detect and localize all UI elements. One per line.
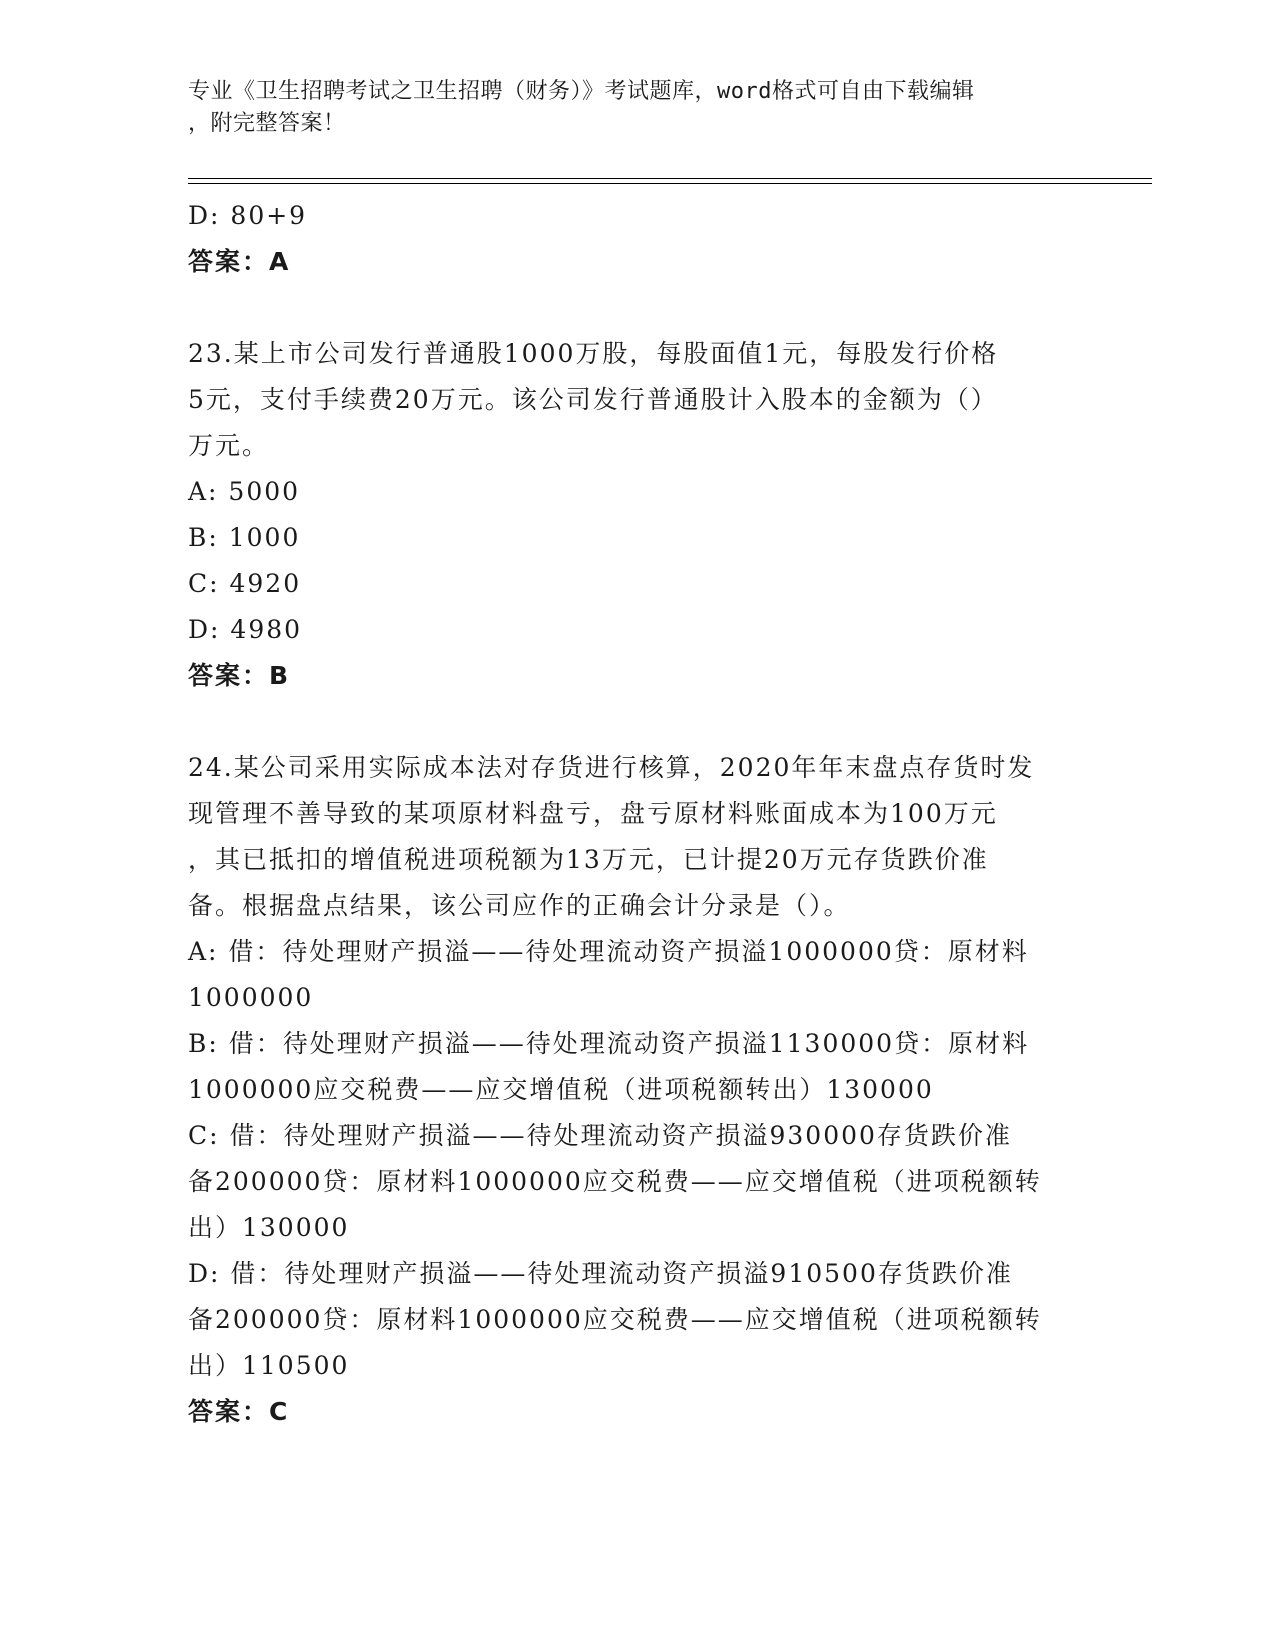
question-stem-line: 万元。: [188, 431, 270, 460]
question-stem-line: ，其已抵扣的增值税进项税额为13万元，已计提20万元存货跌价准: [188, 845, 989, 874]
answer-label: 答案：C: [188, 1397, 290, 1426]
answer-label: 答案：A: [188, 247, 291, 276]
option-line: B: 借：待处理财产损溢——待处理流动资产损溢1130000贷：原材料: [188, 1029, 1030, 1058]
spacer: [188, 699, 1088, 745]
question-content: [188, 193, 1088, 1435]
header-rule-bottom: [188, 183, 1152, 184]
question-stem-line: 5元，支付手续费20万元。该公司发行普通股计入股本的金额为（）: [188, 385, 998, 414]
question-stem-line: 24.某公司采用实际成本法对存货进行核算，2020年年末盘点存货时发: [188, 753, 1035, 782]
option-line: D: 借：待处理财产损溢——待处理流动资产损溢910500存货跌价准: [188, 1259, 1013, 1288]
option-line: 出）130000: [188, 1213, 350, 1242]
option-b: [188, 1021, 1088, 1113]
option-b: B: 1000: [188, 523, 301, 552]
option-d: D: 80+9: [188, 201, 308, 230]
option-d: [188, 1251, 1088, 1389]
option-line: 1000000: [188, 983, 314, 1012]
header-title-line2: ，附完整答案！: [188, 111, 346, 136]
answer-label: 答案：B: [188, 661, 291, 690]
page-header: [188, 76, 1078, 140]
spacer: [188, 285, 1088, 331]
option-a: [188, 929, 1088, 1021]
option-d: D: 4980: [188, 615, 303, 644]
question-stem-line: 23.某上市公司发行普通股1000万股，每股面值1元，每股发行价格: [188, 339, 999, 368]
question-stem-line: 备。根据盘点结果，该公司应作的正确会计分录是（）。: [188, 891, 851, 920]
option-line: C: 借：待处理财产损溢——待处理流动资产损溢930000存货跌价准: [188, 1121, 1012, 1150]
option-line: 备200000贷：原材料1000000应交税费——应交增值税（进项税额转: [188, 1167, 1042, 1196]
option-line: 出）110500: [188, 1351, 350, 1380]
option-line: A: 借：待处理财产损溢——待处理流动资产损溢1000000贷：原材料: [188, 937, 1029, 966]
header-rule-top: [188, 178, 1152, 179]
option-c: C: 4920: [188, 569, 302, 598]
header-title-line1: 专业《卫生招聘考试之卫生招聘（财务）》考试题库，word格式可自由下载编辑: [188, 79, 975, 104]
option-a: A: 5000: [188, 477, 301, 506]
question-24: [188, 745, 1088, 1435]
option-line: 1000000应交税费——应交增值税（进项税额转出）130000: [188, 1075, 934, 1104]
option-c: [188, 1113, 1088, 1251]
question-23: [188, 331, 1088, 699]
question-stem-line: 现管理不善导致的某项原材料盘亏，盘亏原材料账面成本为100万元: [188, 799, 998, 828]
option-line: 备200000贷：原材料1000000应交税费——应交增值税（进项税额转: [188, 1305, 1042, 1334]
